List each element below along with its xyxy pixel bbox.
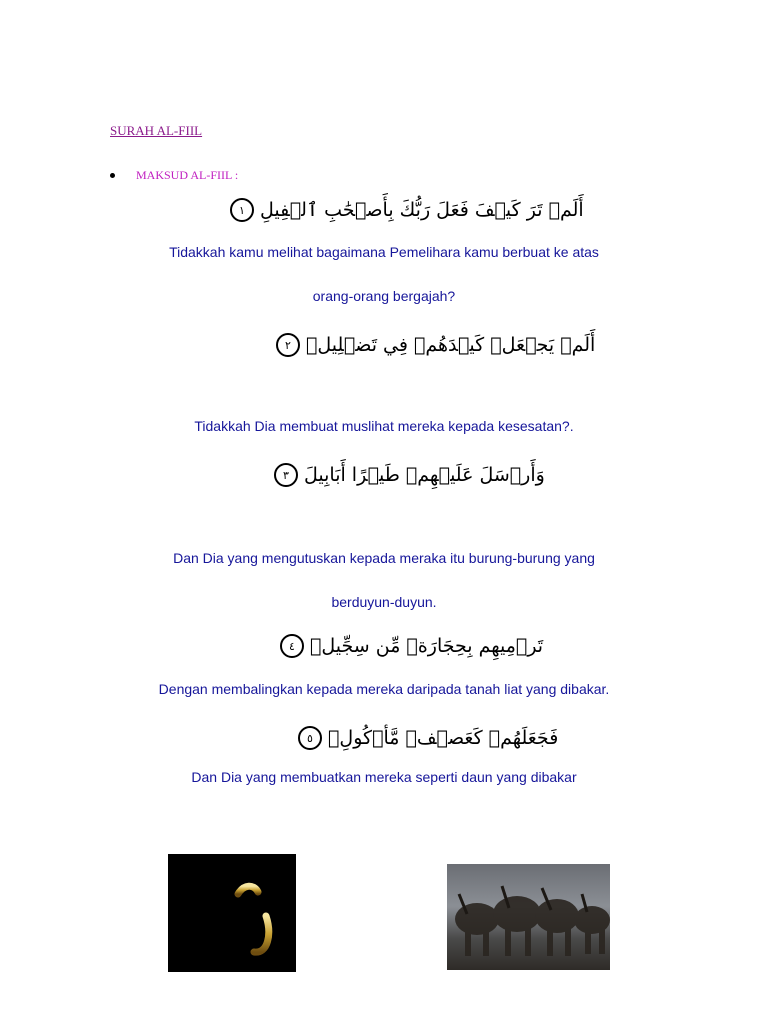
arabic-verse-text: وَأَرۡسَلَ عَلَيۡهِمۡ طَيۡرًا أَبَابِيلَ — [304, 464, 545, 486]
bullet-item — [110, 168, 238, 183]
ayah-number: ٤ — [280, 634, 304, 658]
page-title: SURAH AL-FIIL — [110, 123, 203, 138]
arabic-verse-4 — [280, 634, 543, 658]
arabic-verse-text: أَلَمۡ تَرَ كَيۡفَ فَعَلَ رَبُّكَ بِأَصۡحَٰبِ ٱلۡفِيلِ — [260, 199, 584, 221]
ayah-number: ٥ — [298, 726, 322, 750]
translation-line: Tidakkah kamu melihat bagaimana Pemelihara kamu berbuat ke atas — [169, 244, 599, 260]
elephant-army-image — [447, 864, 610, 970]
translation-line: berduyun-duyun. — [331, 594, 437, 610]
arabic-verse-3 — [274, 463, 545, 487]
ayah-number: ١ — [230, 198, 254, 222]
translation-line: Dengan membalingkan kepada mereka daripada tanah liat yang dibakar. — [158, 681, 610, 697]
arabic-verse-text: أَلَمۡ يَجۡعَلۡ كَيۡدَهُمۡ فِي تَضۡلِيلٖ — [306, 334, 596, 356]
translation-line: Dan Dia yang mengutuskan kepada meraka itu burung-burung yang — [173, 550, 595, 566]
allah-calligraphy-image — [168, 854, 296, 972]
arabic-verse-text: فَجَعَلَهُمۡ كَعَصۡفٖ مَّأۡكُولِۭ — [328, 727, 559, 749]
calligraphy-icon — [168, 854, 296, 972]
ayah-number: ٢ — [276, 333, 300, 357]
bullet-icon — [110, 173, 115, 178]
translation-line: Dan Dia yang membuatkan mereka seperti daun yang dibakar — [191, 769, 577, 785]
translation-line: orang-orang bergajah? — [312, 288, 456, 304]
elephants-icon — [447, 864, 610, 970]
translation-line: Tidakkah Dia membuat muslihat mereka kepada kesesatan?. — [194, 418, 574, 434]
ayah-number: ٣ — [274, 463, 298, 487]
arabic-verse-text: تَرۡمِيهِم بِحِجَارَةٖ مِّن سِجِّيلٖ — [310, 635, 544, 657]
arabic-verse-5 — [298, 726, 558, 750]
section-heading: MAKSUD AL-FIIL : — [136, 168, 239, 182]
arabic-verse-2 — [276, 333, 595, 357]
arabic-verse-1 — [230, 198, 584, 222]
